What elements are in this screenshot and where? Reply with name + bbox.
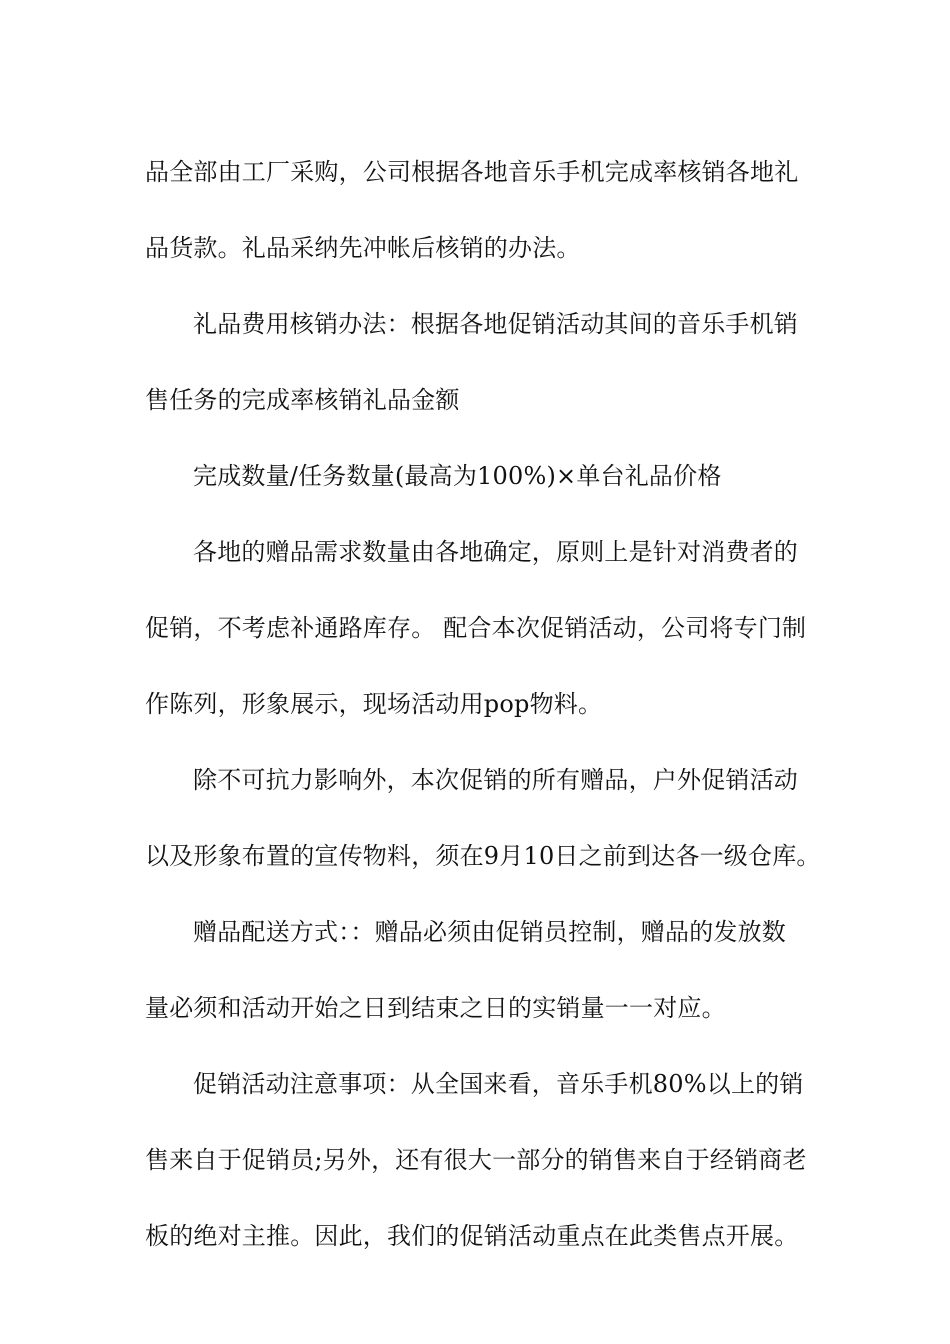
paragraph-gift-procurement <box>145 134 810 286</box>
text-line: 赠品配送方式：：赠品必须由促销员控制，赠品的发放数 <box>193 918 786 946</box>
paragraph-delivery-deadline <box>145 742 821 894</box>
paragraph-gift-demand <box>145 514 810 742</box>
document-body <box>145 134 821 1274</box>
text-line: 板的绝对主推。因此，我们的促销活动重点在此类售点开展。 <box>145 1222 799 1250</box>
text-line: 完成数量/任务数量(最高为100%)×单台礼品价格 <box>193 462 722 490</box>
text-line: 除不可抗力影响外，本次促销的所有赠品，户外促销活动 <box>193 766 798 794</box>
text-line: 促销活动注意事项：从全国来看，音乐手机80%以上的销 <box>193 1070 804 1098</box>
text-line: 作陈列，形象展示，现场活动用pop物料。 <box>145 690 603 718</box>
text-line: 促销，不考虑补通路库存。 配合本次促销活动，公司将专门制 <box>145 614 807 642</box>
paragraph-gift-cost-method <box>145 286 810 438</box>
text-line: 量必须和活动开始之日到结束之日的实销量一一对应。 <box>145 994 726 1022</box>
text-line: 礼品费用核销办法：根据各地促销活动其间的音乐手机销 <box>193 310 798 338</box>
text-line: 品全部由工厂采购，公司根据各地音乐手机完成率核销各地礼 <box>145 158 799 186</box>
text-line: 售任务的完成率核销礼品金额 <box>145 386 460 414</box>
paragraph-formula <box>145 438 810 514</box>
paragraph-delivery-method <box>145 894 810 1046</box>
text-line: 售来自于促销员;另外，还有很大一部分的销售来自于经销商老 <box>145 1146 807 1174</box>
paragraph-promotion-notes <box>145 1046 810 1274</box>
text-line: 以及形象布置的宣传物料，须在9月10日之前到达各一级仓库。 <box>145 842 821 870</box>
text-line: 品货款。礼品采纳先冲帐后核销的办法。 <box>145 234 581 262</box>
text-line: 各地的赠品需求数量由各地确定，原则上是针对消费者的 <box>193 538 798 566</box>
